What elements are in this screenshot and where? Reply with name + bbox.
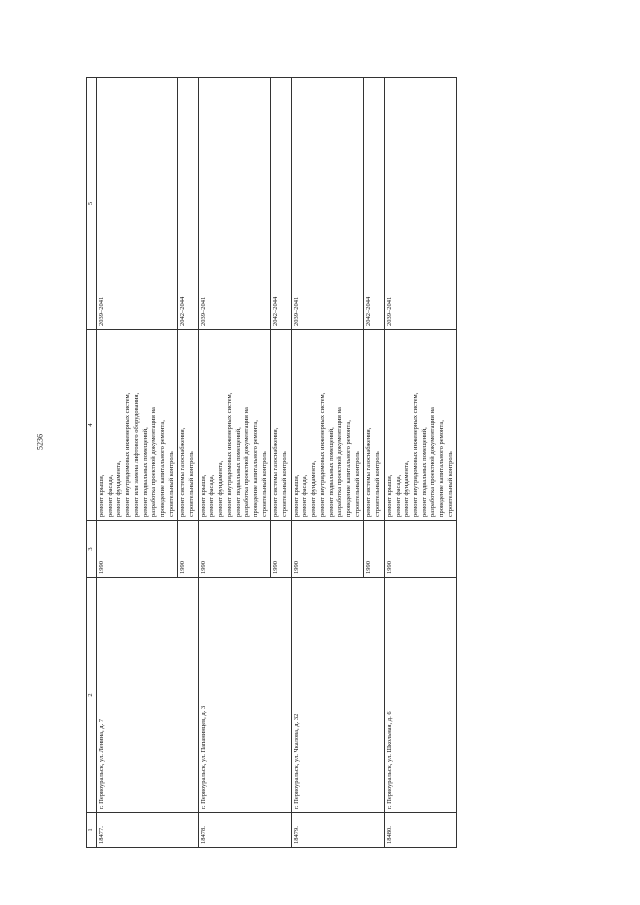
header-col-3: 3 bbox=[87, 521, 97, 578]
work-line: ремонт системы газоснабжения, bbox=[179, 427, 187, 517]
work-line: ремонт фасада, bbox=[394, 474, 402, 517]
header-row bbox=[87, 78, 97, 848]
work-line: ремонт подвальных помещений, bbox=[141, 427, 149, 517]
header-col-2: 2 bbox=[87, 578, 97, 813]
work-line: ремонт внутридомовых инженерных систем, bbox=[318, 392, 326, 517]
year-cell: 1990 bbox=[291, 521, 364, 578]
header-col-4: 4 bbox=[87, 330, 97, 521]
period-cell: 2042–2044 bbox=[364, 78, 384, 330]
work-line: ремонт подвальных помещений, bbox=[327, 427, 335, 517]
work-line: разработка проектной документации на bbox=[243, 407, 251, 517]
year-cell: 1990 bbox=[271, 521, 291, 578]
table-row bbox=[97, 78, 178, 848]
work-line: ремонт системы газоснабжения, bbox=[365, 427, 373, 517]
period-cell: 2042–2044 bbox=[178, 78, 198, 330]
year-cell: 1990 bbox=[198, 521, 271, 578]
work-line: ремонт крыши, bbox=[199, 474, 207, 517]
capital-repair-table bbox=[86, 77, 457, 848]
year-cell: 1990 bbox=[178, 521, 198, 578]
work-line: проведение капитального ремонта, bbox=[158, 420, 166, 517]
works-cell bbox=[97, 330, 178, 521]
work-line: разработка проектной документации на bbox=[336, 407, 344, 517]
work-line: ремонт крыши, bbox=[385, 474, 393, 517]
address-cell: г. Первоуральск, ул. Папанинцев, д. 3 bbox=[198, 578, 291, 813]
table-row bbox=[198, 78, 271, 848]
works-cell bbox=[178, 330, 198, 521]
work-line: ремонт внутридомовых инженерных систем, bbox=[225, 392, 233, 517]
address-cell: г. Первоуральск, ул. Школьная, д. 6 bbox=[384, 578, 457, 813]
work-line: ремонт фундамента, bbox=[310, 460, 318, 517]
work-line: ремонт крыши, bbox=[292, 474, 300, 517]
work-line: проведение капитального ремонта, bbox=[438, 420, 446, 517]
header-col-1: 1 bbox=[87, 813, 97, 848]
page-number: 5236 bbox=[35, 434, 45, 450]
period-cell: 2039–2041 bbox=[198, 78, 271, 330]
work-line: строительный контроль bbox=[188, 451, 196, 517]
row-number: 18477. bbox=[97, 813, 199, 848]
work-line: ремонт или замена лифтового оборудования, bbox=[132, 392, 140, 517]
year-cell: 1990 bbox=[384, 521, 457, 578]
period-cell: 2039–2041 bbox=[97, 78, 178, 330]
work-line: ремонт подвальных помещений, bbox=[420, 427, 428, 517]
works-cell bbox=[291, 330, 364, 521]
work-line: ремонт системы газоснабжения, bbox=[272, 427, 280, 517]
work-line: проведение капитального ремонта, bbox=[344, 420, 352, 517]
works-cell bbox=[198, 330, 271, 521]
work-line: ремонт фасада, bbox=[301, 474, 309, 517]
work-line: строительный контроль bbox=[353, 451, 361, 517]
period-cell: 2039–2041 bbox=[291, 78, 364, 330]
rotated-table-area bbox=[86, 78, 602, 848]
work-line: ремонт фундамента, bbox=[403, 460, 411, 517]
work-line: ремонт фундамента, bbox=[115, 460, 123, 517]
work-line: строительный контроль bbox=[374, 451, 382, 517]
work-line: ремонт фасада, bbox=[208, 474, 216, 517]
works-cell bbox=[271, 330, 291, 521]
work-line: ремонт крыши, bbox=[98, 474, 105, 517]
row-number: 18480. bbox=[384, 813, 457, 848]
work-line: ремонт внутридомовых инженерных систем, bbox=[411, 392, 419, 517]
year-cell: 1990 bbox=[364, 521, 384, 578]
address-cell: г. Первоуральск, ул. Ленина, д. 7 bbox=[97, 578, 199, 813]
header-col-5: 5 bbox=[87, 78, 97, 330]
period-cell: 2039–2041 bbox=[384, 78, 457, 330]
work-line: строительный контроль bbox=[281, 451, 289, 517]
work-line: ремонт фасада, bbox=[106, 474, 114, 517]
work-line: проведение капитального ремонта, bbox=[251, 420, 259, 517]
work-line: разработка проектной документации на bbox=[150, 407, 158, 517]
row-number: 18478. bbox=[198, 813, 291, 848]
work-line: строительный контроль bbox=[167, 451, 175, 517]
work-line: ремонт внутридомовых инженерных систем, bbox=[124, 392, 132, 517]
works-cell bbox=[384, 330, 457, 521]
work-line: ремонт фундамента, bbox=[217, 460, 225, 517]
table-row bbox=[291, 78, 364, 848]
row-number: 18479. bbox=[291, 813, 384, 848]
work-line: строительный контроль bbox=[260, 451, 268, 517]
work-line: ремонт подвальных помещений, bbox=[234, 427, 242, 517]
work-line: разработка проектной документации на bbox=[429, 407, 437, 517]
address-cell: г. Первоуральск, ул. Чкалова, д. 32 bbox=[291, 578, 384, 813]
year-cell: 1990 bbox=[97, 521, 178, 578]
works-cell bbox=[364, 330, 384, 521]
period-cell: 2042–2044 bbox=[271, 78, 291, 330]
work-line: строительный контроль bbox=[446, 451, 454, 517]
table-row bbox=[384, 78, 457, 848]
